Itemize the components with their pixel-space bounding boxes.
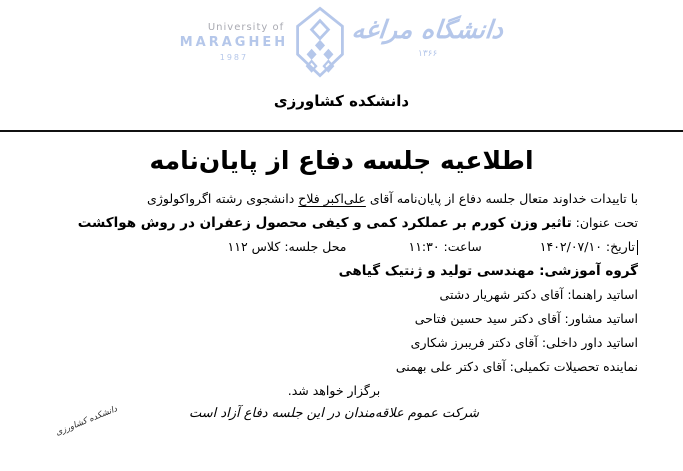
date-label: تاریخ: (605, 239, 635, 254)
student-name: علی‌اکبر فلاح (298, 191, 366, 206)
date-value: ۱۴۰۲/۰۷/۱۰ (539, 239, 602, 254)
location-label: محل جلسه: (284, 239, 347, 254)
university-emblem-icon (292, 6, 348, 78)
open-invitation-line: شرکت عموم علاقه‌مندان در این جلسه دفاع آزاد است (188, 406, 480, 421)
notice-text (0, 187, 683, 425)
subject-label: تحت عنوان: (571, 215, 638, 230)
university-founding-year-fa: ۱۳۶۶ (418, 48, 438, 59)
date-field (540, 235, 635, 259)
time-value: ۱۱:۳۰ (408, 239, 440, 254)
location-field (228, 235, 347, 259)
grad-representative-line: نماینده تحصیلات تکمیلی: آقای دکتر علی بهمنی (395, 359, 638, 374)
session-info-line (30, 235, 638, 259)
internal-examiner-line: اساتید داور داخلی: آقای دکتر فریبرز شکاری (410, 335, 638, 350)
intro-before: با تاییدات خداوند متعال جلسه دفاع از پایان‌نامه آقای (365, 191, 638, 206)
university-name-english (180, 22, 288, 63)
university-name-persian (352, 16, 503, 59)
department-line: گروه آموزشی: مهندسی تولید و ژنتیک گیاهی (338, 263, 638, 279)
time-field (408, 235, 481, 259)
notice-body (0, 146, 683, 425)
university-logo (0, 0, 683, 78)
intro-line (30, 187, 638, 211)
faculty-signature-stamp: دانشکده کشاورزی (54, 404, 119, 438)
subject-line (30, 211, 638, 235)
university-of-text: University of (207, 22, 285, 33)
time-label: ساعت: (443, 239, 482, 254)
university-founding-year-en: 1987 (219, 52, 249, 62)
faculty-heading: دانشکده کشاورزی (273, 92, 410, 110)
university-persian-calligraphy: دانشگاه مراغه (350, 15, 505, 44)
location-value: کلاس ۱۱۲ (227, 239, 281, 254)
intro-after: دانشجوی رشته اگرواکولوژی (147, 191, 299, 206)
advisors-line: اساتید مشاور: آقای دکتر سید حسین فتاحی (414, 311, 638, 326)
text-cursor (637, 240, 638, 255)
notice-title: اطلاعیه جلسه دفاع از پایان‌نامه (149, 146, 534, 175)
thesis-title: تاثیر وزن کورم بر عملکرد کمی و کیفی محصول زعفران در روش هواکشت (77, 215, 572, 231)
header-divider (0, 130, 683, 132)
supervisors-line: اساتید راهنما: آقای دکتر شهریار دشتی (439, 287, 638, 302)
university-name-text: MARAGHEH (179, 34, 289, 50)
closing-line: برگزار خواهد شد. (287, 383, 381, 398)
